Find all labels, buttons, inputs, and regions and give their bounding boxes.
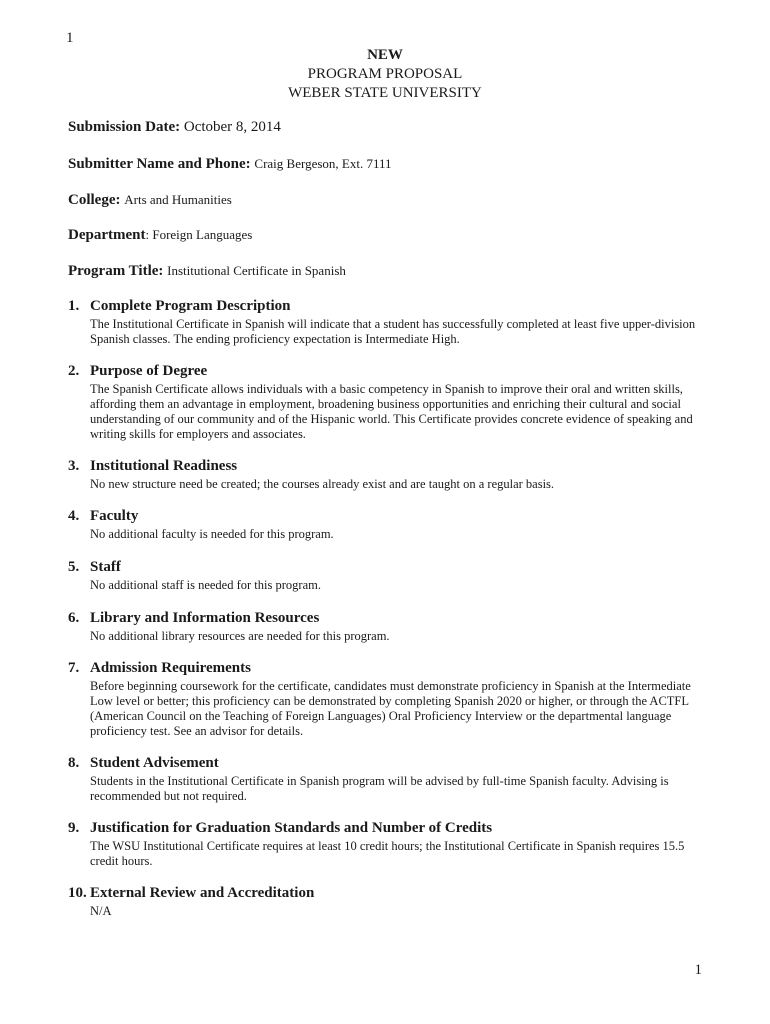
section-body: Students in the Institutional Certificate in Spanish program will be advised by full-time Spanish faculty. Advising is recommended but not required. — [90, 774, 669, 803]
section-title: Complete Program Description — [90, 298, 291, 314]
section-number: 1. — [68, 298, 80, 314]
section-body: No additional faculty is needed for this program. — [90, 527, 334, 541]
section-heading — [68, 457, 708, 476]
section-body: No additional library resources are needed for this program. — [90, 629, 390, 643]
section-heading — [68, 507, 708, 526]
section-student-advisement — [68, 754, 708, 804]
title-line-university: WEBER STATE UNIVERSITY — [288, 85, 482, 101]
section-number: 8. — [68, 755, 80, 771]
section-title: Library and Information Resources — [90, 610, 320, 626]
section-heading — [68, 819, 708, 838]
college-field — [68, 190, 232, 210]
section-number: 6. — [68, 610, 80, 626]
section-purpose-of-degree — [68, 362, 708, 442]
section-number: 7. — [68, 660, 80, 676]
section-staff — [68, 558, 708, 593]
section-title: Justification for Graduation Standards and Number of Credits — [90, 820, 493, 836]
section-heading — [68, 754, 708, 773]
section-heading — [68, 558, 708, 577]
section-title: Faculty — [90, 508, 139, 524]
section-title: Staff — [90, 559, 121, 575]
title-line-new: NEW — [367, 47, 403, 63]
college-value: Arts and Humanities — [124, 192, 232, 207]
section-title: Admission Requirements — [90, 660, 251, 676]
submitter-value: Craig Bergeson, Ext. 7111 — [254, 156, 392, 171]
department-field — [68, 225, 252, 245]
section-library-resources — [68, 609, 708, 644]
submitter-field — [68, 154, 392, 174]
section-body: N/A — [90, 904, 112, 918]
section-number: 3. — [68, 458, 80, 474]
college-label: College: — [68, 192, 121, 208]
section-institutional-readiness — [68, 457, 708, 492]
submission-date-field — [68, 118, 281, 137]
section-number: 2. — [68, 363, 80, 379]
section-title: Student Advisement — [90, 755, 219, 771]
section-admission-requirements — [68, 659, 708, 739]
section-number: 4. — [68, 508, 80, 524]
section-heading — [68, 609, 708, 628]
submission-date-value: October 8, 2014 — [183, 119, 281, 135]
section-body: The Spanish Certificate allows individuals with a basic competency in Spanish to improve their oral and written skills, affording them an advantage in employment, broadening business opportunities and enriching their cultural and social understanding of our community and of the Hispanic world. This Certificate provides concrete evidence of speaking and writing skills for employers and associates. — [90, 382, 693, 441]
section-body: The Institutional Certificate in Spanish will indicate that a student has successfully completed at least five upper-division Spanish classes. The ending proficiency expectation is Intermediate High. — [90, 317, 696, 346]
section-body: Before beginning coursework for the certificate, candidates must demonstrate proficiency in Spanish at the Intermediate Low level or better; this proficiency can be demonstrated by completing Spanish 2020 or higher, or through the ACTFL (American Council on the Teaching of Foreign Languages) Oral Proficiency Interview or the departmental language proficiency test. See an advisor for details. — [90, 679, 691, 738]
section-complete-program-description — [68, 297, 708, 347]
section-heading — [68, 362, 708, 381]
section-number: 9. — [68, 820, 80, 836]
section-heading — [68, 659, 708, 678]
section-title: External Review and Accreditation — [90, 885, 315, 901]
department-label: Department — [68, 227, 146, 243]
title-line-program-proposal: PROGRAM PROPOSAL — [307, 66, 463, 82]
program-title-value: Institutional Certificate in Spanish — [167, 263, 346, 278]
section-justification — [68, 819, 708, 869]
page-number-bottom: 1 — [694, 962, 702, 978]
document-title — [0, 46, 770, 103]
program-title-field — [68, 261, 346, 281]
program-title-label: Program Title: — [68, 263, 164, 279]
submission-date-label: Submission Date: — [68, 119, 181, 135]
department-value: : Foreign Languages — [145, 227, 253, 242]
section-heading — [68, 884, 708, 903]
section-body: The WSU Institutional Certificate requires at least 10 credit hours; the Institutional Certificate in Spanish requires 15.5 credit hours. — [90, 839, 685, 868]
section-number: 5. — [68, 559, 80, 575]
page-number-top: 1 — [66, 30, 74, 46]
section-title: Institutional Readiness — [90, 458, 238, 474]
section-body: No new structure need be created; the courses already exist and are taught on a regular basis. — [90, 477, 555, 491]
submitter-label: Submitter Name and Phone: — [68, 156, 251, 172]
section-heading — [68, 297, 708, 316]
section-external-review — [68, 884, 708, 919]
section-title: Purpose of Degree — [90, 363, 208, 379]
section-faculty — [68, 507, 708, 542]
section-body: No additional staff is needed for this program. — [90, 578, 321, 592]
section-number: 10. — [68, 885, 87, 901]
